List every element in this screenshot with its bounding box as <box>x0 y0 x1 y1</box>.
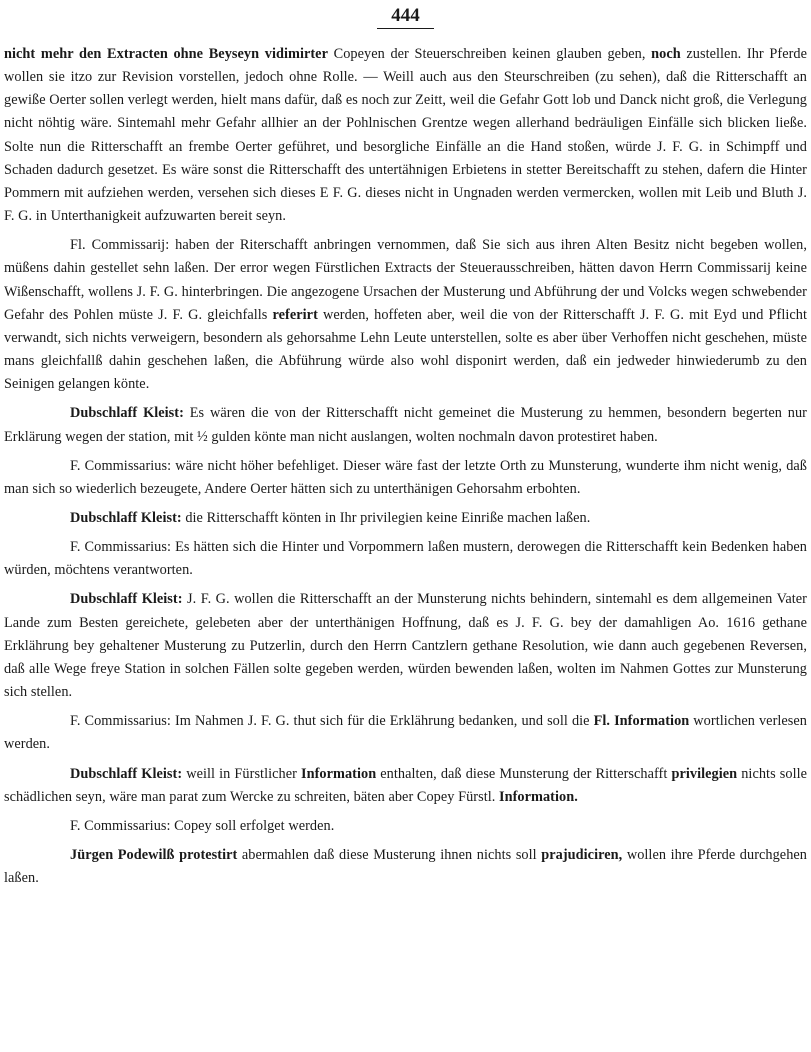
paragraph-commissarius-4 <box>4 815 807 838</box>
text-run: werden, hoffeten aber, weil die von der Ritterschafft J. F. G. mit Eyd und Pflicht verwandt, sich nichts verweigern, besondern als gehorsahme Lehn Leute unterstellen, solte es aber über Verhoffen nicht geschehen, müste mans gleichfallß dahin geschehen laßen, die Abführung würde also wohl disponirt werden, daß ein jedweder hinwiederumb zu den Seinigen gelangen könte. <box>4 306 807 393</box>
page-header <box>4 6 807 29</box>
text-run: F. Commissarius: <box>70 713 171 730</box>
paragraph-kleist-1 <box>4 402 807 448</box>
emphasized-text: Jürgen Podewilß <box>70 847 175 863</box>
text-run: F. Commissarius: <box>70 817 171 834</box>
emphasized-text: Information. <box>499 788 578 805</box>
paragraph-kleist-2 <box>4 507 807 530</box>
emphasized-text: noch <box>651 46 681 62</box>
text-run: J. F. G. wollen die Ritterschafft an der Munsterung nichts behindern, sintemahl es dem allgemeinen Vater Lande zum Besten gereichete, gelebeten aber der unterthänigen Hoffnung, daß es J. F. G. bey der damahligen Ao. 1616 gethane Erklährung bey gehaltener Musterung zu Putzerlin, durch den Herrn Cantzlern gethane Resolution, wie dann auch gegebenen Reversen, daß alle Wege freye Station in solchen Fällen solte gegeben werden, würden bewenden laßen, wolten im Nahmen Gottes zur Munsterung sich stellen. <box>4 591 807 701</box>
emphasized-text: Dubschlaff Kleist: <box>70 591 183 608</box>
emphasized-text: Information <box>301 765 377 782</box>
emphasized-text: nicht mehr den Extracten ohne Beyseyn vidimirter <box>4 46 328 62</box>
text-run: Copey soll erfolget werden. <box>170 817 335 834</box>
text-run: haben der Riterschafft anbringen vernommen, daß Sie sich aus ihren Alten Besitz nicht begeben wollen, müßens dahin gestellet sehn laßen. Der error wegen Fürstlichen Extracts der Steuerausschreiben, hätten davon Herrn Commissarij keine Wißenschafft, wollens J. F. G. hinterbringen. Die angezogene Ursachen der Musterung und Abführung der und Volcks wegen schwebender Gefahr des Pohlen müste J. F. G. gleichfalls <box>4 237 807 323</box>
text-run: Copeyen der Steuerschreiben keinen glauben geben, <box>327 46 652 62</box>
text-run: Im Nahmen J. F. G. thut sich für die Erklährung bedanken, und soll die <box>170 713 594 730</box>
emphasized-text: Dubschlaff Kleist: <box>70 509 182 526</box>
text-run: nichts solle schädlichen seyn, wäre man parat zum Wercke zu schreiten, bäten aber Copey Fürstl. <box>4 765 808 805</box>
text-run: Es hätten sich die Hinter und Vorpommern laßen mustern, derowegen die Ritterschafft kein Bedenken haben würden, möchtens verantworten. <box>4 539 808 579</box>
page-number: 444 <box>377 6 434 29</box>
text-run: wortlichen verlesen werden. <box>4 713 808 753</box>
text-run: zustellen. Ihr Pferde wollen sie itzo zur Revision vorstellen, jedoch ohne Rolle. — Weill auch aus den Steurschreiben (zu sehen), daß die Ritterschafft an gewiße Oerter sollen verlegt werden, hielt mans dafür, daß es noch zur Zeitt, weil die Gefahr Gott lob und Danck nicht groß, die Verlegung nicht nöhtig wäre. Sintemahl mehr Gefahr allhier an der Pohlnischen Grentze wegen allerhand bedräuligen Einfälle sich blicken ließe. Solte nun die Ritterschafft an frembe Oerter geführet, und besorgliche Einfälle an die Hand stoßen, würde J. F. G. in Schimpff und Schaden dadurch gesetzet. Es wäre sonst die Ritterschafft des untertähnigen Erbietens in stetter Bereitschafft zu stehen, dafern die Hinter Pommern mit aufziehen werden, versehen sich dieses E F. G. dieses nicht in Ungnaden werden vermercken, wollen mit Leib und Bluth J. F. G. in Unterthanigkeit aufzuwarten bereit seyn. <box>4 46 807 225</box>
document-body <box>4 43 807 890</box>
text-run: enthalten, daß diese Munsterung der Ritterschafft <box>376 765 672 782</box>
paragraph-commissarij <box>4 234 807 396</box>
text-run: abermahlen daß diese Musterung ihnen nichts soll <box>237 847 542 863</box>
text-run: die Ritterschafft könten in Ihr privilegien keine Einriße machen laßen. <box>181 509 591 526</box>
paragraph-kleist-3 <box>4 588 807 704</box>
emphasized-text: prajudiciren, <box>541 847 623 863</box>
text-run: weill in Fürstlicher <box>182 765 301 782</box>
text-run: F. Commissarius: <box>70 457 172 474</box>
text-run: Es wären die von der Ritterschafft nicht gemeinet die Musterung zu hemmen, besondern begerten nur Erklärung wegen der station, mit ½ gulden könte man nicht auslangen, wolten nochmaln davon protestiret haben. <box>4 405 807 445</box>
emphasized-text: Fl. Information <box>593 713 690 730</box>
text-run: wäre nicht höher befehliget. Dieser wäre fast der letzte Orth zu Munsterung, wunderte ihm nicht wenig, daß man sich so wiederlich bezeugete, Andere Oerter hätten sich zu unterthänigen Gehorsahm erbohten. <box>4 457 807 497</box>
emphasized-text: Dubschlaff Kleist: <box>70 405 184 422</box>
paragraph-kleist-4 <box>4 763 807 809</box>
paragraph-commissarius-1 <box>4 455 807 501</box>
paragraph-podewils <box>4 844 807 890</box>
emphasized-text: referirt <box>272 306 318 323</box>
text-run: F. Commissarius: <box>70 539 171 556</box>
paragraph-commissarius-3 <box>4 710 807 756</box>
emphasized-text: privilegien <box>671 765 738 782</box>
paragraph-continuation <box>4 43 807 228</box>
emphasized-text: Dubschlaff Kleist: <box>70 765 183 782</box>
text-run: wollen ihre Pferde durchgehen laßen. <box>4 847 807 887</box>
paragraph-commissarius-2 <box>4 536 807 582</box>
emphasized-text: protestirt <box>179 847 238 863</box>
text-run: Fl. Commissarij: <box>70 237 170 254</box>
